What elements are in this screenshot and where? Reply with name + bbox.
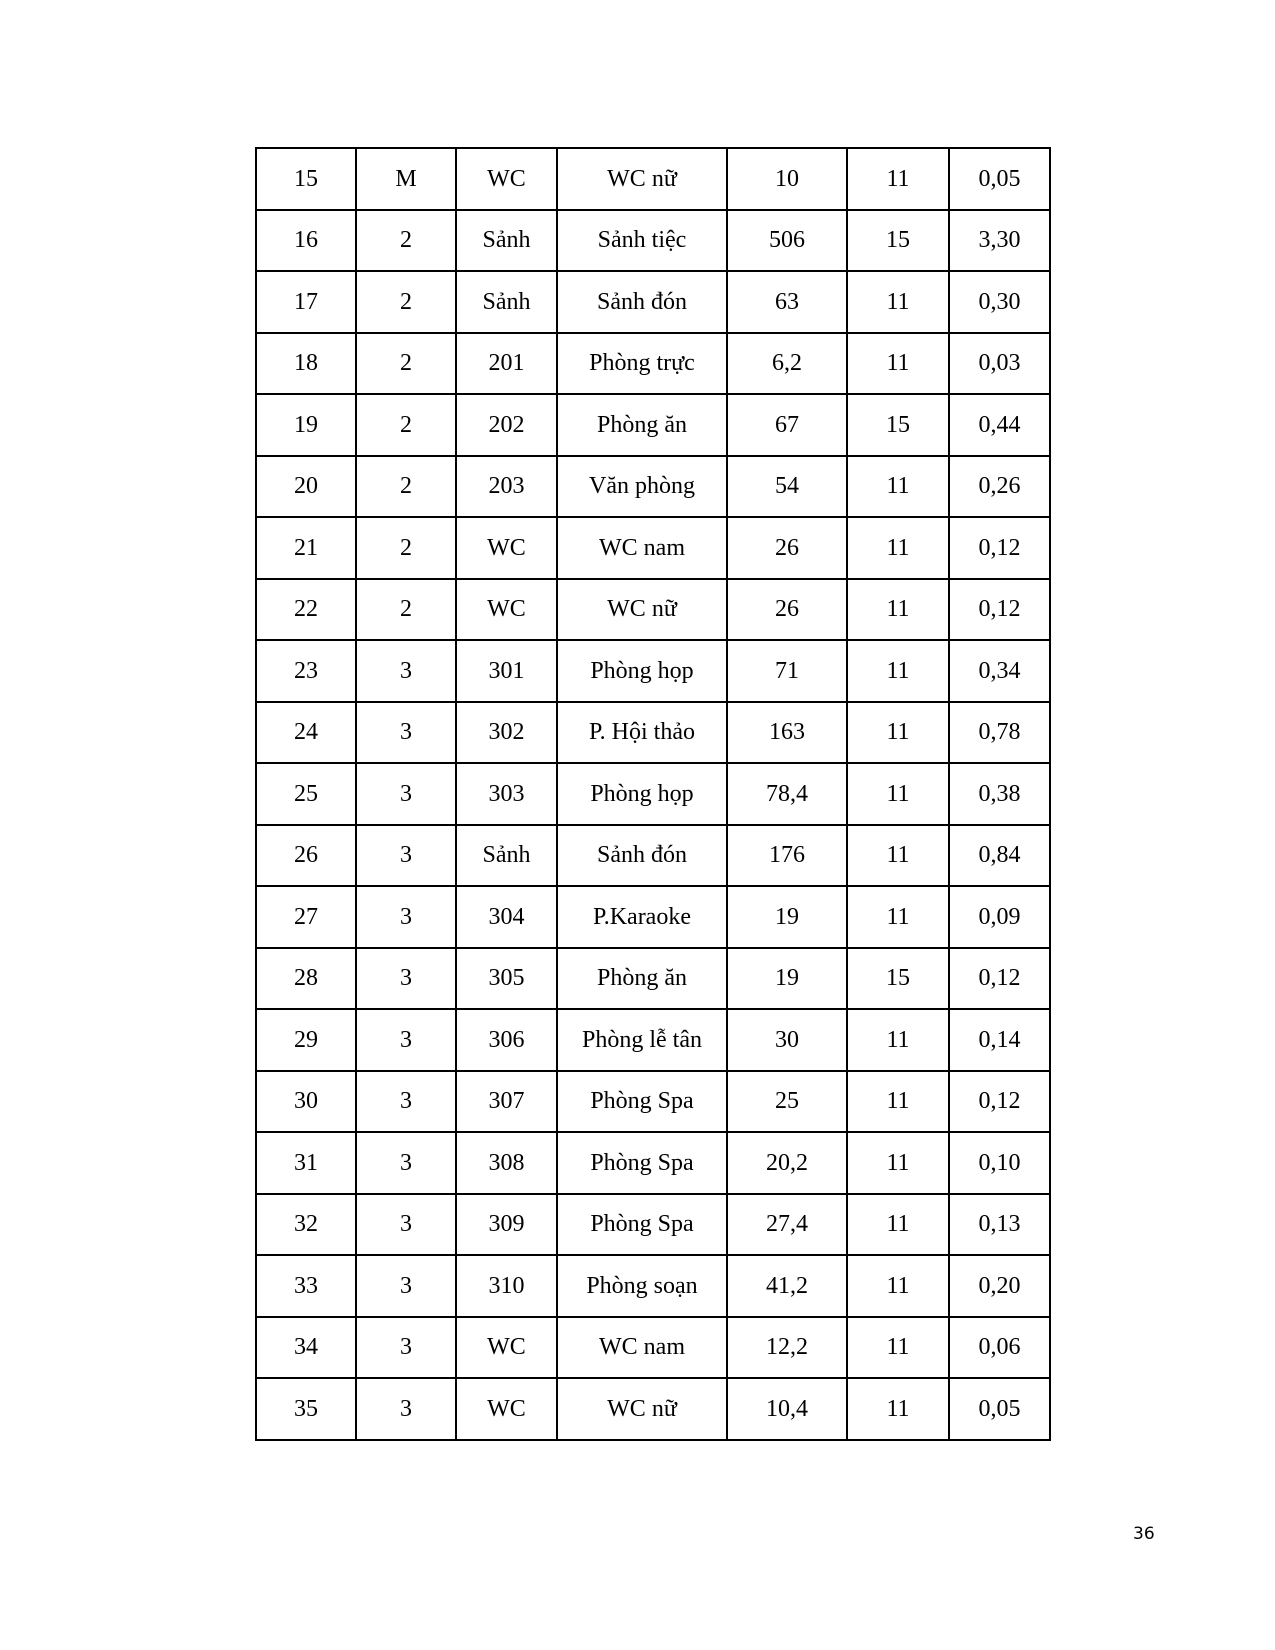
cell-room-code: 306 — [456, 1009, 557, 1071]
cell-room-code: 202 — [456, 394, 557, 456]
cell-value: 0,13 — [949, 1194, 1050, 1256]
cell-room-name: Phòng trực — [557, 333, 727, 395]
cell-room-name: P.Karaoke — [557, 886, 727, 948]
cell-stt: 35 — [256, 1378, 356, 1440]
cell-value: 0,09 — [949, 886, 1050, 948]
cell-load-factor: 11 — [847, 640, 949, 702]
cell-area: 27,4 — [727, 1194, 847, 1256]
cell-value: 0,10 — [949, 1132, 1050, 1194]
cell-stt: 15 — [256, 148, 356, 210]
cell-room-code: 305 — [456, 948, 557, 1010]
cell-floor: M — [356, 148, 456, 210]
cell-stt: 31 — [256, 1132, 356, 1194]
cell-room-code: 310 — [456, 1255, 557, 1317]
cell-room-code: WC — [456, 148, 557, 210]
cell-stt: 32 — [256, 1194, 356, 1256]
cell-area: 26 — [727, 517, 847, 579]
room-load-table — [255, 147, 1051, 1441]
cell-area: 71 — [727, 640, 847, 702]
table-row — [256, 1009, 1050, 1071]
cell-load-factor: 11 — [847, 1071, 949, 1133]
cell-stt: 16 — [256, 210, 356, 272]
table-body — [256, 148, 1050, 1440]
cell-room-name: Phòng lễ tân — [557, 1009, 727, 1071]
cell-room-name: Phòng họp — [557, 640, 727, 702]
cell-room-code: 302 — [456, 702, 557, 764]
table-row — [256, 456, 1050, 518]
cell-room-name: WC nữ — [557, 1378, 727, 1440]
cell-area: 26 — [727, 579, 847, 641]
cell-room-name: Phòng Spa — [557, 1132, 727, 1194]
cell-area: 30 — [727, 1009, 847, 1071]
cell-stt: 23 — [256, 640, 356, 702]
cell-floor: 3 — [356, 886, 456, 948]
table-row — [256, 886, 1050, 948]
table-row — [256, 948, 1050, 1010]
cell-value: 0,12 — [949, 948, 1050, 1010]
table-row — [256, 1194, 1050, 1256]
cell-stt: 19 — [256, 394, 356, 456]
cell-area: 67 — [727, 394, 847, 456]
cell-load-factor: 11 — [847, 1255, 949, 1317]
cell-room-name: Phòng soạn — [557, 1255, 727, 1317]
cell-value: 0,06 — [949, 1317, 1050, 1379]
cell-room-code: 203 — [456, 456, 557, 518]
table-row — [256, 333, 1050, 395]
table-row — [256, 763, 1050, 825]
cell-value: 0,20 — [949, 1255, 1050, 1317]
cell-area: 176 — [727, 825, 847, 887]
table-row — [256, 579, 1050, 641]
table-row — [256, 517, 1050, 579]
cell-load-factor: 11 — [847, 1194, 949, 1256]
cell-stt: 30 — [256, 1071, 356, 1133]
cell-value: 0,38 — [949, 763, 1050, 825]
cell-floor: 3 — [356, 1071, 456, 1133]
cell-load-factor: 11 — [847, 456, 949, 518]
cell-area: 20,2 — [727, 1132, 847, 1194]
cell-room-code: Sảnh — [456, 825, 557, 887]
cell-stt: 29 — [256, 1009, 356, 1071]
table-row — [256, 1132, 1050, 1194]
cell-value: 0,05 — [949, 1378, 1050, 1440]
cell-room-name: WC nam — [557, 1317, 727, 1379]
table-row — [256, 271, 1050, 333]
cell-room-name: WC nam — [557, 517, 727, 579]
cell-load-factor: 11 — [847, 517, 949, 579]
cell-room-code: WC — [456, 1378, 557, 1440]
cell-load-factor: 11 — [847, 271, 949, 333]
cell-area: 63 — [727, 271, 847, 333]
cell-room-code: WC — [456, 579, 557, 641]
cell-room-name: Phòng ăn — [557, 394, 727, 456]
cell-floor: 3 — [356, 1132, 456, 1194]
cell-stt: 26 — [256, 825, 356, 887]
cell-area: 78,4 — [727, 763, 847, 825]
cell-load-factor: 15 — [847, 948, 949, 1010]
cell-value: 0,26 — [949, 456, 1050, 518]
cell-value: 0,14 — [949, 1009, 1050, 1071]
cell-floor: 3 — [356, 702, 456, 764]
cell-area: 25 — [727, 1071, 847, 1133]
cell-load-factor: 11 — [847, 763, 949, 825]
cell-value: 0,44 — [949, 394, 1050, 456]
table-row — [256, 1378, 1050, 1440]
table-row — [256, 1255, 1050, 1317]
cell-stt: 33 — [256, 1255, 356, 1317]
cell-stt: 34 — [256, 1317, 356, 1379]
cell-room-name: Sảnh đón — [557, 825, 727, 887]
cell-floor: 2 — [356, 517, 456, 579]
cell-value: 0,12 — [949, 1071, 1050, 1133]
cell-value: 0,12 — [949, 517, 1050, 579]
cell-load-factor: 11 — [847, 1378, 949, 1440]
cell-floor: 3 — [356, 1378, 456, 1440]
cell-room-code: WC — [456, 1317, 557, 1379]
cell-floor: 3 — [356, 1317, 456, 1379]
cell-area: 10 — [727, 148, 847, 210]
cell-value: 0,34 — [949, 640, 1050, 702]
cell-stt: 27 — [256, 886, 356, 948]
cell-stt: 17 — [256, 271, 356, 333]
cell-load-factor: 11 — [847, 886, 949, 948]
cell-room-code: Sảnh — [456, 210, 557, 272]
cell-load-factor: 11 — [847, 825, 949, 887]
cell-room-name: WC nữ — [557, 148, 727, 210]
cell-floor: 3 — [356, 763, 456, 825]
cell-area: 12,2 — [727, 1317, 847, 1379]
table-row — [256, 210, 1050, 272]
cell-room-code: 309 — [456, 1194, 557, 1256]
page-number: 36 — [1133, 1524, 1155, 1544]
cell-room-name: Phòng Spa — [557, 1194, 727, 1256]
cell-area: 19 — [727, 886, 847, 948]
cell-floor: 2 — [356, 394, 456, 456]
cell-floor: 2 — [356, 456, 456, 518]
cell-floor: 3 — [356, 825, 456, 887]
cell-room-name: Sảnh đón — [557, 271, 727, 333]
cell-room-name: Phòng Spa — [557, 1071, 727, 1133]
cell-area: 163 — [727, 702, 847, 764]
cell-stt: 28 — [256, 948, 356, 1010]
cell-room-code: Sảnh — [456, 271, 557, 333]
cell-area: 19 — [727, 948, 847, 1010]
cell-value: 3,30 — [949, 210, 1050, 272]
table-row — [256, 394, 1050, 456]
cell-room-code: 304 — [456, 886, 557, 948]
cell-room-code: WC — [456, 517, 557, 579]
cell-stt: 18 — [256, 333, 356, 395]
table-row — [256, 148, 1050, 210]
cell-stt: 20 — [256, 456, 356, 518]
cell-stt: 24 — [256, 702, 356, 764]
cell-value: 0,03 — [949, 333, 1050, 395]
cell-floor: 2 — [356, 333, 456, 395]
table-row — [256, 1317, 1050, 1379]
cell-floor: 2 — [356, 579, 456, 641]
cell-load-factor: 11 — [847, 1132, 949, 1194]
cell-area: 506 — [727, 210, 847, 272]
cell-room-name: P. Hội thảo — [557, 702, 727, 764]
cell-room-code: 307 — [456, 1071, 557, 1133]
cell-room-code: 301 — [456, 640, 557, 702]
cell-value: 0,84 — [949, 825, 1050, 887]
cell-room-name: Sảnh tiệc — [557, 210, 727, 272]
cell-room-code: 303 — [456, 763, 557, 825]
cell-room-name: Phòng ăn — [557, 948, 727, 1010]
cell-room-name: Văn phòng — [557, 456, 727, 518]
cell-load-factor: 15 — [847, 210, 949, 272]
cell-stt: 21 — [256, 517, 356, 579]
cell-value: 0,30 — [949, 271, 1050, 333]
cell-floor: 3 — [356, 1194, 456, 1256]
table-row — [256, 640, 1050, 702]
cell-floor: 2 — [356, 210, 456, 272]
cell-load-factor: 11 — [847, 148, 949, 210]
cell-load-factor: 11 — [847, 1009, 949, 1071]
table-row — [256, 825, 1050, 887]
cell-stt: 22 — [256, 579, 356, 641]
cell-load-factor: 15 — [847, 394, 949, 456]
cell-floor: 2 — [356, 271, 456, 333]
cell-area: 10,4 — [727, 1378, 847, 1440]
cell-stt: 25 — [256, 763, 356, 825]
cell-load-factor: 11 — [847, 333, 949, 395]
cell-load-factor: 11 — [847, 702, 949, 764]
cell-room-name: Phòng họp — [557, 763, 727, 825]
cell-load-factor: 11 — [847, 1317, 949, 1379]
cell-floor: 3 — [356, 640, 456, 702]
cell-floor: 3 — [356, 948, 456, 1010]
cell-floor: 3 — [356, 1009, 456, 1071]
cell-value: 0,78 — [949, 702, 1050, 764]
cell-room-name: WC nữ — [557, 579, 727, 641]
table-row — [256, 702, 1050, 764]
cell-value: 0,05 — [949, 148, 1050, 210]
cell-value: 0,12 — [949, 579, 1050, 641]
table-row — [256, 1071, 1050, 1133]
cell-area: 41,2 — [727, 1255, 847, 1317]
cell-floor: 3 — [356, 1255, 456, 1317]
cell-area: 6,2 — [727, 333, 847, 395]
cell-load-factor: 11 — [847, 579, 949, 641]
cell-room-code: 201 — [456, 333, 557, 395]
cell-room-code: 308 — [456, 1132, 557, 1194]
cell-area: 54 — [727, 456, 847, 518]
